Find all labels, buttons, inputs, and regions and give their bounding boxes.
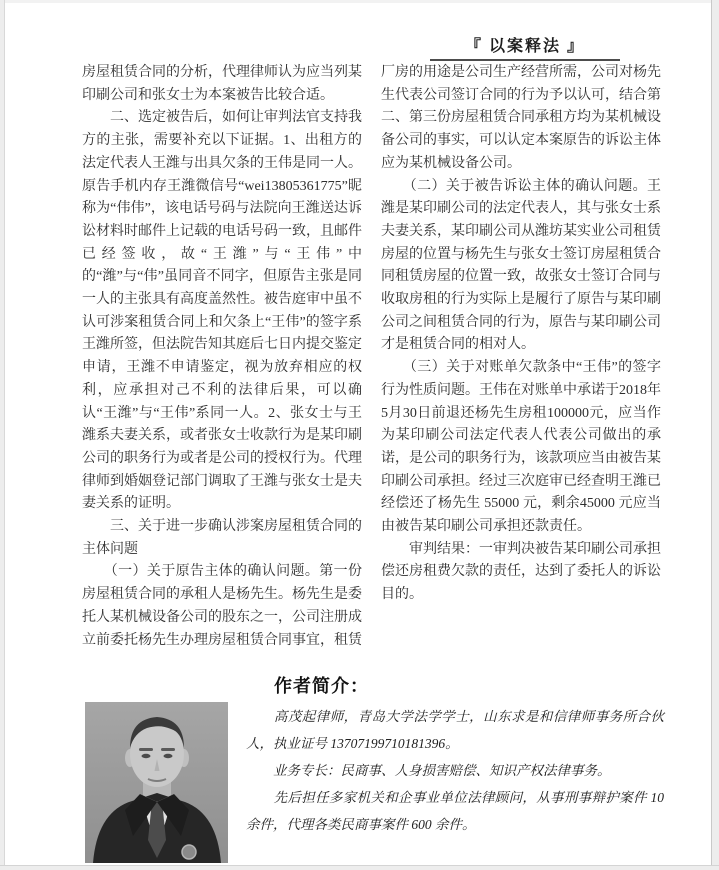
section-header-title: 『 以案释法 』 xyxy=(464,38,585,55)
article-paragraph: 房屋租赁合同的分析，代理律师认为应当列某印刷公司和张女士为本案被告比较合适。 xyxy=(82,65,362,103)
page-edge-right xyxy=(711,0,719,870)
lawyer-portrait-image xyxy=(85,702,228,863)
author-bio-text xyxy=(246,703,664,838)
header-rule-divider xyxy=(430,59,620,61)
page-edge-bottom xyxy=(0,865,719,870)
author-bio-paragraph: 高茂起律师，青岛大学法学学士，山东求是和信律师事务所合伙人，执业证号 13707199710181396。 xyxy=(246,709,664,751)
page-edge-left xyxy=(0,0,5,870)
article-paragraph: 二、选定被告后，如何让审判法官支持我方的主张，需要补充以下证据。1、出租方的法定代表人王潍与出具欠条的王伟是同一人。原告手机内存王潍微信号“wei13805361775”昵称为“伟伟”，该电话号码与法院向王潍送达诉讼材料时邮件上记载的电话号码一致，且邮件已经签收，故“王潍”与“王伟”中的“潍”与“伟”虽同音不同字，但原告主张是同一人的主张具有高度盖然性。被告庭审中虽不认可涉案租赁合同上和欠条上“王伟”的签字系王潍所签，但法院告知其庭后七日内提交鉴定申请，王潍不申请鉴定，视为放弃相应的权利，应承担对己不利的法律后果，可以确认“王潍”与“王伟”系同一人。2、张女士与王潍系夫妻关系，或者张女士收款行为是某印刷公司的职务行为或者是公司的授权行为。代理律师到婚姻登记部门调取了王潍与张女士是夫妻关系的证明。 xyxy=(82,110,362,512)
article-paragraph: （一）关于原告主体的确认问题。第一份房屋租赁合同的承租人是杨先生。杨先生是委托人某机械设备公司的股东之一，公司注册成立前委托杨先生办理房屋租赁合同事宜，租赁厂房的用途是公司生产经营所需，公司对杨先生代表公司签订合同的行为予以认可，结合第二、第三份房屋租赁合同承租方均为某机械设备公司的事实，可以认定本案原告的诉讼主体应为某机械设备公司。 xyxy=(82,65,661,648)
article-body-columns xyxy=(82,62,661,666)
article-paragraph: （三）关于对账单欠款条中“王伟”的签字行为性质问题。王伟在对账单中承诺于2018年5月30日前退还杨先生房租100000元，应当作为某印刷公司法定代表人代表公司做出的承诺，是公司的职务行为，该款项应当由被告某印刷公司承担。经过三次庭审已经查明王潍已经偿还了杨先生 55000 元，剩余45000 元应当由被告某印刷公司承担还款责任。 xyxy=(381,360,661,535)
author-bio-paragraph: 业务专长：民商事、人身损害赔偿、知识产权法律事务。 xyxy=(246,763,611,778)
author-section-heading: 作者简介： xyxy=(274,676,369,696)
article-paragraph: 三、关于进一步确认涉案房屋租赁合同的主体问题 xyxy=(82,519,362,557)
author-bio-paragraph: 先后担任多家机关和企事业单位法律顾问，从事刑事辩护案件 10 余件，代理各类民商事案件 600 余件。 xyxy=(246,790,664,832)
article-paragraph: （二）关于被告诉讼主体的确认问题。王潍是某印刷公司的法定代表人，其与张女士系夫妻关系，某印刷公司从潍坊某实业公司租赁房屋的位置与杨先生与张女士签订房屋租赁合同租赁房屋的位置一致，故张女士签订合同与收取房租的行为实际上是履行了原告与某印刷公司之间租赁合同的行为，原告与某印刷公司才是租赁合同的相对人。 xyxy=(381,178,661,353)
page-edge-top xyxy=(0,0,719,3)
article-paragraph: 审判结果：一审判决被告某印刷公司承担偿还房租费欠款的责任，达到了委托人的诉讼目的。 xyxy=(381,541,661,603)
author-photo xyxy=(85,702,228,863)
